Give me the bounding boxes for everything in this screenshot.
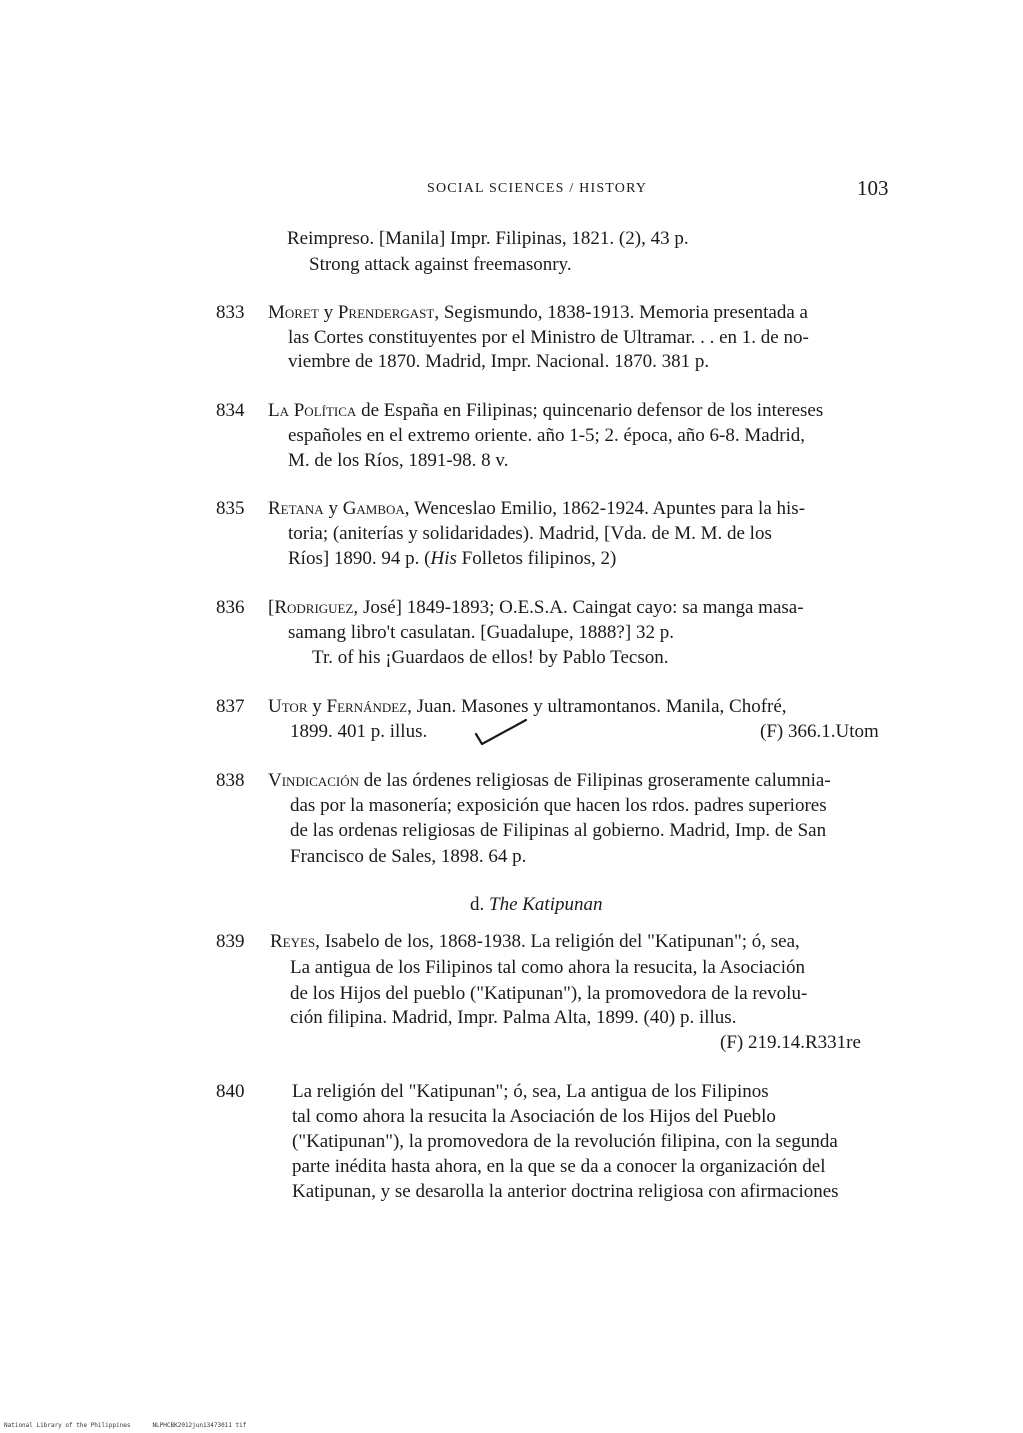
- continued-entry-note: Strong attack against freemasonry.: [309, 254, 572, 275]
- entry-835-author-2: Gamboa,: [342, 498, 410, 519]
- entry-837-line-1: Utor y Fernández, Juan. Masones y ultramontanos. Manila, Chofré,: [268, 696, 787, 717]
- entry-836-author: Rodriguez,: [274, 597, 359, 618]
- entry-839-author: Reyes,: [270, 931, 320, 952]
- entry-835-author: Retana: [268, 498, 324, 519]
- section-heading: d. The Katipunan: [470, 894, 603, 915]
- entry-840-line-5: Katipunan, y se desarolla la anterior doctrina religiosa con afirmaciones: [292, 1181, 839, 1202]
- entry-834-line-2: españoles en el extremo oriente. año 1-5; 2. época, año 6-8. Madrid,: [288, 425, 806, 446]
- entry-838-title: Vindicación: [268, 770, 359, 791]
- entry-834-title: La Política: [268, 400, 357, 421]
- entry-836-line-2: samang libro't casulatan. [Guadalupe, 1888?] 32 p.: [288, 622, 674, 643]
- page-number: 103: [857, 176, 889, 200]
- continued-entry-line: Reimpreso. [Manila] Impr. Filipinas, 1821. (2), 43 p.: [287, 228, 689, 249]
- entry-835-line-3: Ríos] 1890. 94 p. (His Folletos filipinos, 2): [288, 548, 617, 569]
- entry-number-837: 837: [216, 696, 245, 717]
- entry-840-line-4: parte inédita hasta ahora, en la que se da a conocer la organización del: [292, 1156, 826, 1177]
- entry-838-line-4: Francisco de Sales, 1898. 64 p.: [290, 846, 527, 867]
- scan-footer: [4, 1422, 246, 1429]
- entry-834-line-1: La Política de España en Filipinas; quincenario defensor de los intereses: [268, 400, 824, 421]
- entry-840-line-2: tal como ahora la resucita la Asociación de los Hijos del Pueblo: [292, 1106, 776, 1127]
- entry-839-line-3: de los Hijos del pueblo ("Katipunan"), la promovedora de la revolu-: [290, 983, 808, 1004]
- entry-839-call-number: (F) 219.14.R331re: [720, 1032, 861, 1053]
- entry-number-839: 839: [216, 931, 245, 952]
- entry-838-line-1: Vindicación de las órdenes religiosas de Filipinas groseramente calumnia-: [268, 770, 831, 791]
- entry-837-line-2: 1899. 401 p. illus.: [290, 721, 428, 742]
- entry-834-line-3: M. de los Ríos, 1891-98. 8 v.: [288, 450, 509, 471]
- entry-number-836: 836: [216, 597, 245, 618]
- entry-835-line-2: toria; (aniterías y solidaridades). Madrid, [Vda. de M. M. de los: [288, 523, 772, 544]
- entry-833-line-1: Moret y Prendergast, Segismundo, 1838-1913. Memoria presentada a: [268, 302, 808, 323]
- entry-840-line-1: La religión del "Katipunan"; ó, sea, La antigua de los Filipinos: [292, 1081, 769, 1102]
- entry-number-833: 833: [216, 302, 245, 323]
- running-head: SOCIAL SCIENCES / HISTORY: [427, 181, 648, 196]
- entry-number-838: 838: [216, 770, 245, 791]
- entry-836-note: Tr. of his ¡Guardaos de ellos! by Pablo Tecson.: [312, 647, 669, 668]
- footer-file-id: NLPHCBK2012jun13473011 tif: [152, 1422, 247, 1429]
- entry-number-840: 840: [216, 1081, 245, 1102]
- entry-840-line-3: ("Katipunan"), la promovedora de la revolución filipina, con la segunda: [292, 1131, 838, 1152]
- entry-833-author-2: Prendergast,: [337, 302, 440, 323]
- entry-number-835: 835: [216, 498, 245, 519]
- entry-833-author: Moret: [268, 302, 319, 323]
- entry-839-line-1: Reyes, Isabelo de los, 1868-1938. La religión del "Katipunan"; ó, sea,: [270, 931, 800, 952]
- checkmark-icon: [474, 716, 530, 750]
- entry-837-author: Utor: [268, 696, 308, 717]
- entry-836-line-1: [Rodriguez, José] 1849-1893; O.E.S.A. Caingat cayo: sa manga masa-: [268, 597, 804, 618]
- section-title: The Katipunan: [489, 894, 603, 915]
- footer-library: National Library of the Philippines: [4, 1422, 131, 1429]
- entry-833-line-3: viembre de 1870. Madrid, Impr. Nacional. 1870. 381 p.: [288, 351, 710, 372]
- entry-839-line-4: ción filipina. Madrid, Impr. Palma Alta, 1899. (40) p. illus.: [290, 1007, 737, 1028]
- entry-839-line-2: La antigua de los Filipinos tal como ahora la resucita, la Asociación: [290, 957, 805, 978]
- entry-833-line-2: las Cortes constituyentes por el Ministro de Ultramar. . . en 1. de no-: [288, 327, 809, 348]
- entry-837-author-2: Fernández,: [326, 696, 412, 717]
- entry-number-834: 834: [216, 400, 245, 421]
- entry-835-line-1: Retana y Gamboa, Wenceslao Emilio, 1862-1924. Apuntes para la his-: [268, 498, 806, 519]
- entry-837-call-number: (F) 366.1.Utom: [760, 721, 879, 742]
- entry-838-line-3: de las ordenas religiosas de Filipinas al gobierno. Madrid, Imp. de San: [290, 820, 827, 841]
- entry-838-line-2: das por la masonería; exposición que hacen los rdos. padres superiores: [290, 795, 827, 816]
